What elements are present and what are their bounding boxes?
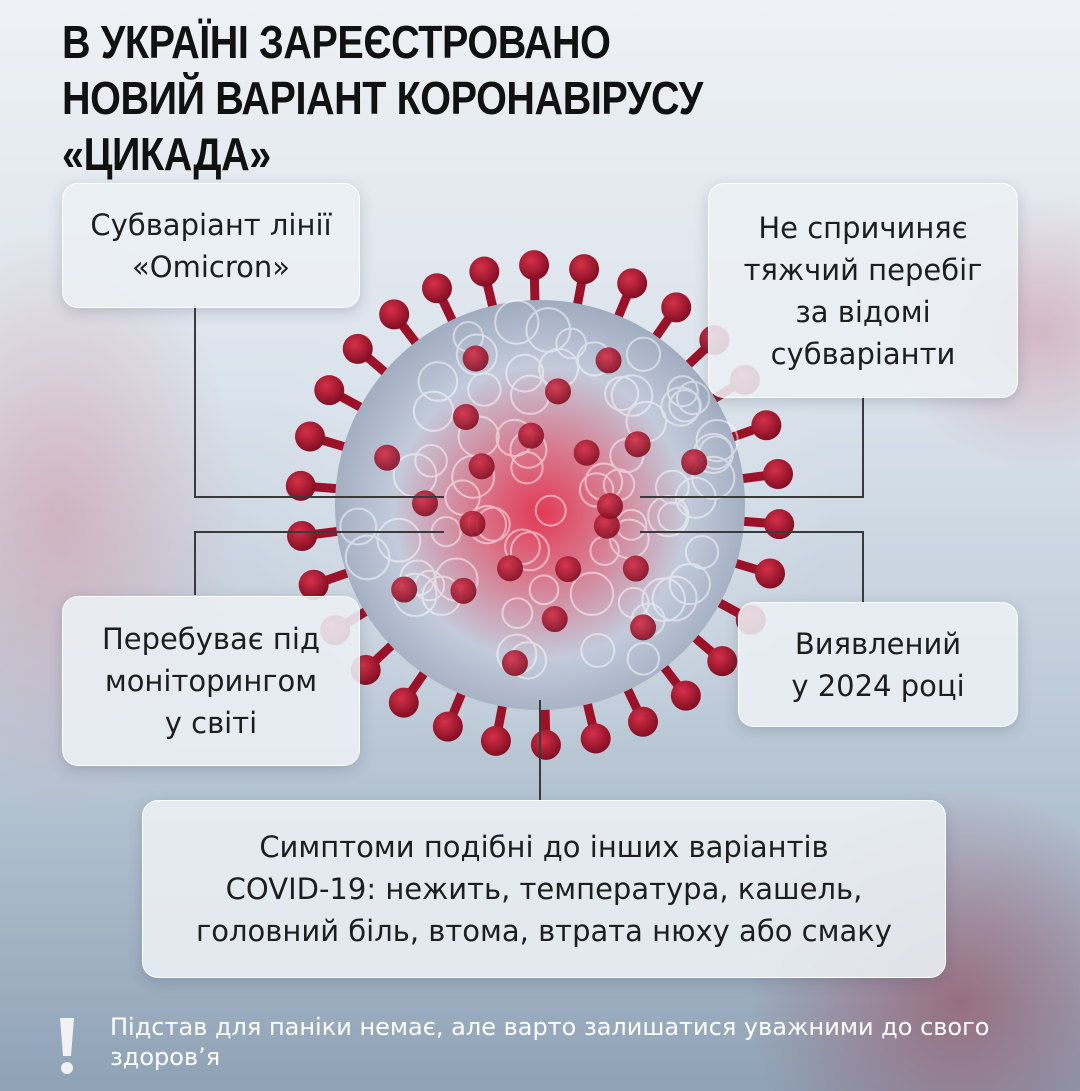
virus-inner-spike bbox=[460, 511, 486, 537]
virus-spike-head bbox=[469, 257, 499, 287]
virus-spike-head bbox=[314, 375, 344, 405]
virus-spike-head bbox=[764, 509, 794, 539]
connector-line-severity-h bbox=[640, 496, 864, 498]
virus-spike-head bbox=[661, 292, 691, 322]
virus-spike-head bbox=[671, 681, 701, 711]
virus-spike-head bbox=[287, 521, 317, 551]
footer-note: Підстав для паніки немає, але варто залишатися уважними до свого здоров’я bbox=[110, 1013, 990, 1071]
title-line-1: В УКРАЇНІ ЗАРЕЄСТРОВАНО bbox=[62, 16, 611, 68]
card-detected: Виявлений у 2024 році bbox=[738, 602, 1018, 727]
connector-line-severity bbox=[862, 395, 864, 498]
virus-inner-spike bbox=[450, 578, 476, 604]
virus-spike-head bbox=[628, 707, 658, 737]
virus-inner-spike bbox=[463, 346, 489, 372]
card-omicron: Субваріант лінії «Omicron» bbox=[62, 183, 360, 308]
virus-inner-spike bbox=[623, 556, 649, 582]
connector-line-symptoms bbox=[539, 700, 541, 800]
card-symptoms: Симптоми подібні до інших варіантів COVID-19: нежить, температура, кашель, головний біль, втома, втрата нюху або смаку bbox=[142, 800, 946, 978]
connector-line-detected-h bbox=[640, 531, 864, 533]
virus-inner-spike bbox=[374, 445, 400, 471]
virus-inner-spike bbox=[502, 650, 528, 676]
card-severity: Не спричиняє тяжчий перебіг за відомі субваріанти bbox=[708, 183, 1018, 398]
virus-inner-spike bbox=[597, 493, 623, 519]
virus-spike-head bbox=[581, 723, 611, 753]
virus-inner-spike bbox=[545, 378, 571, 404]
connector-line-detected bbox=[862, 531, 864, 603]
virus-spike-head bbox=[763, 459, 793, 489]
virus-inner-spike bbox=[574, 440, 600, 466]
virus-spike-head bbox=[751, 410, 781, 440]
virus-inner-spike bbox=[453, 404, 479, 430]
virus-spike-head bbox=[531, 730, 561, 760]
virus-spike-head bbox=[707, 646, 737, 676]
virus-inner-spike bbox=[412, 490, 438, 516]
virus-spike-head bbox=[343, 334, 373, 364]
virus-spike-head bbox=[755, 558, 785, 588]
virus-inner-spike bbox=[625, 431, 651, 457]
virus-inner-spike bbox=[469, 453, 495, 479]
virus-inner-spike bbox=[542, 606, 568, 632]
exclamation-icon bbox=[56, 1016, 78, 1076]
title-line-2: НОВИЙ ВАРІАНТ КОРОНАВІРУСУ «ЦИКАДА» bbox=[62, 72, 703, 180]
virus-spike-head bbox=[379, 299, 409, 329]
virus-inner-spike bbox=[518, 423, 544, 449]
virus-inner-spike bbox=[596, 347, 622, 373]
virus-spike-head bbox=[389, 688, 419, 718]
connector-line-omicron bbox=[194, 305, 196, 497]
virus-inner-spike bbox=[497, 555, 523, 581]
connector-line-monitoring-h bbox=[194, 531, 444, 533]
virus-spike-head bbox=[569, 254, 599, 284]
virus-spike-head bbox=[481, 726, 511, 756]
virus-inner-spike bbox=[555, 556, 581, 582]
virus-inner-spike bbox=[391, 577, 417, 603]
virus-spike-head bbox=[295, 422, 325, 452]
virus-spike-head bbox=[433, 712, 463, 742]
page-title bbox=[62, 14, 888, 182]
virus-inner-spike bbox=[681, 449, 707, 475]
virus-spike-head bbox=[422, 273, 452, 303]
card-monitoring: Перебуває під моніторингом у світі bbox=[62, 596, 360, 766]
connector-line-omicron-h bbox=[194, 496, 444, 498]
virus-spike-head bbox=[617, 268, 647, 298]
virus-inner-spike bbox=[630, 614, 656, 640]
virus-spike-head bbox=[519, 250, 549, 280]
connector-line-monitoring bbox=[194, 531, 196, 595]
